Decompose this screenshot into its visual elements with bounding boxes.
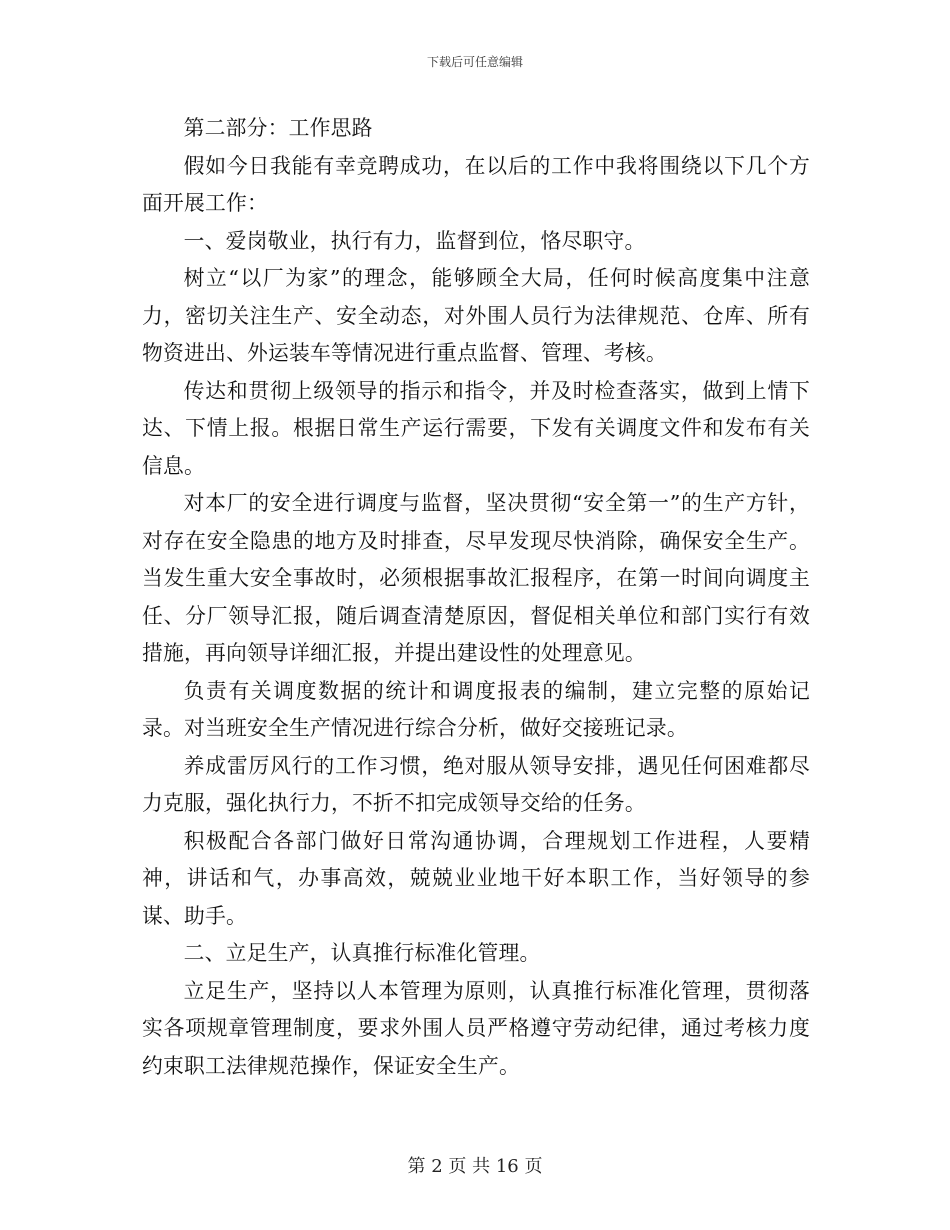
document-body	[142, 110, 810, 1085]
paragraph-body: 负责有关调度数据的统计和调度报表的编制，建立完整的原始记录。对当班安全生产情况进行综合分析，做好交接班记录。	[142, 678, 810, 740]
current-page-number: 2	[431, 1156, 443, 1177]
paragraph-body: 对本厂的安全进行调度与监督，坚决贯彻“安全第一”的生产方针，对存在安全隐患的地方及时排查，尽早发现尽快消除，确保安全生产。当发生重大安全事故时，必须根据事故汇报程序，在第一时间向调度主任、分厂领导汇报，随后调查清楚原因，督促相关单位和部门实行有效措施，再向领导详细汇报，并提出建设性的处理意见。	[142, 491, 810, 665]
page-header: 下载后可任意编辑	[426, 55, 523, 69]
paragraph-body: 积极配合各部门做好日常沟通协调，合理规划工作进程，人要精神，讲话和气，办事高效，兢兢业业地干好本职工作，当好领导的参谋、助手。	[142, 828, 810, 928]
paragraph-intro: 假如今日我能有幸竞聘成功，在以后的工作中我将围绕以下几个方面开展工作：	[142, 153, 810, 215]
subheading-dedication: 一、爱岗敬业，执行有力，监督到位，恪尽职守。	[183, 228, 646, 253]
footer-suffix: 页	[518, 1156, 543, 1177]
page-footer	[0, 1152, 950, 1178]
subheading-production: 二、立足生产，认真推行标准化管理。	[183, 941, 541, 965]
footer-middle: 页 共	[442, 1156, 496, 1177]
paragraph-body: 养成雷厉风行的工作习惯，绝对服从领导安排，遇见任何困难都尽力克服，强化执行力，不折不扣完成领导交给的任务。	[142, 753, 810, 815]
section-heading-work-ideas: 第二部分：工作思路	[183, 116, 373, 140]
paragraph-body: 树立“以厂为家”的理念，能够顾全大局，任何时候高度集中注意力，密切关注生产、安全动态，对外围人员行为法律规范、仓库、所有物资进出、外运装车等情况进行重点监督、管理、考核。	[142, 266, 810, 365]
footer-prefix: 第	[407, 1156, 432, 1177]
paragraph-body: 传达和贯彻上级领导的指示和指令，并及时检查落实，做到上情下达、下情上报。根据日常生产运行需要，下发有关调度文件和发布有关信息。	[142, 378, 810, 478]
paragraph-body: 立足生产，坚持以人本管理为原则，认真推行标准化管理，贯彻落实各项规章管理制度，要求外围人员严格遵守劳动纪律，通过考核力度约束职工法律规范操作，保证安全生产。	[142, 978, 810, 1078]
total-pages-number: 16	[495, 1156, 519, 1177]
